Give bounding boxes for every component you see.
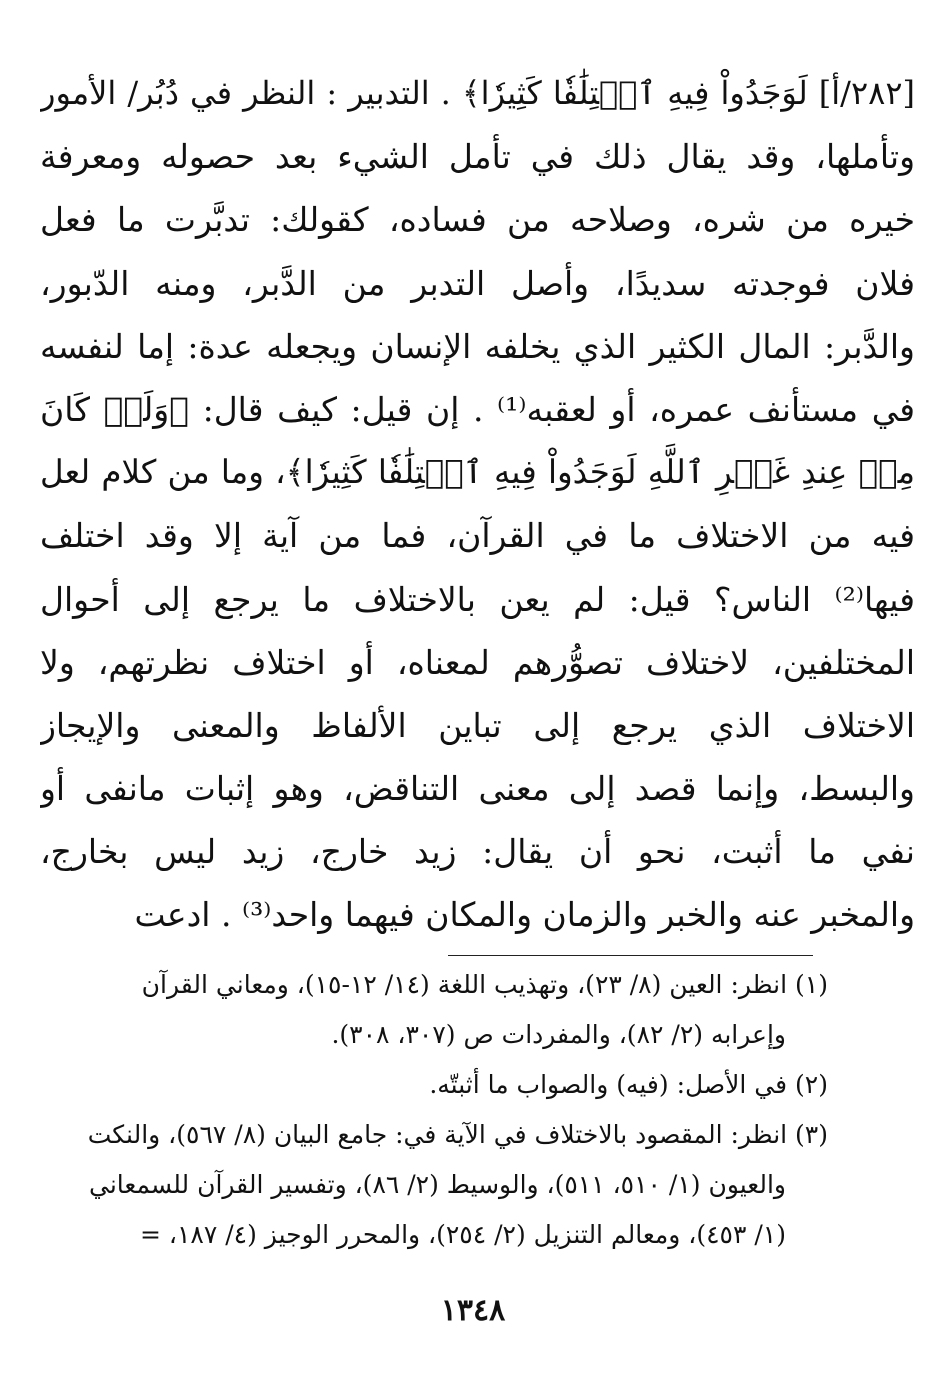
footnote-line: (١/ ٤٥٣)، ومعالم التنزيل (٢/ ٢٥٤)، والمحرر الوجيز (٤/ ١٨٧، = (140, 1220, 786, 1249)
text-line: في مستأنف عمره، أو لعقبه⁽¹⁾ . إن قيل: كيف قال: ﴿وَلَوۡ كَانَ (40, 389, 915, 429)
text-line: فلان فوجدته سديدًا، وأصل التدبر من الدَّبر، ومنه الدّبور، (40, 263, 915, 303)
footnote-line: وإعرابه (٢/ ٨٢)، والمفردات ص (٣٠٧، ٣٠٨). (331, 1020, 786, 1049)
page-number: ١٣٤٨ (440, 1293, 506, 1328)
footnotes (38, 960, 828, 1260)
text-line: الاختلاف الذي يرجع إلى تباين الألفاظ والمعنى والإيجاز (40, 705, 915, 745)
text-line: وتأملها، وقد يقال ذلك في تأمل الشيء بعد حصوله ومعرفة (40, 137, 915, 177)
footnote-line: (٣) انظر: المقصود بالاختلاف في الآية في: جامع البيان (٨/ ٥٦٧)، والنكت (87, 1120, 828, 1149)
text-line: نفي ما أثبت، نحو أن يقال: زيد خارج، زيد ليس بخارج، (40, 832, 915, 872)
text-line: والدَّبر: المال الكثير الذي يخلفه الإنسان ويجعله عدة: إما لنفسه (40, 326, 915, 366)
main-text (40, 62, 915, 947)
footnote-line: (٢) في الأصل: (فيه) والصواب ما أثبتّه. (429, 1070, 828, 1099)
text-line: المختلفين، لاختلاف تصوُّرهم لمعناه، أو اختلاف نظرتهم، ولا (40, 642, 915, 682)
footnote-line: (١) انظر: العين (٨/ ٢٣)، وتهذيب اللغة (١٤/ ١٢-١٥)، ومعاني القرآن (141, 970, 828, 999)
text-line: خيره من شره، وصلاحه من فساده، كقولك: تدبَّرت ما فعل (40, 200, 915, 240)
text-line: [٢٨٢/أ] لَوَجَدُواْ فِيهِ ٱخۡتِلَٰفٗا كَثِيرٗا﴾ . التدبير : النظر في دُبُر/ الأمور (40, 74, 915, 112)
text-line: فيه من الاختلاف ما في القرآن، فما من آية إلا وقد اختلف (40, 516, 915, 556)
footnote-separator (448, 955, 813, 956)
text-line: مِنۡ عِندِ غَيۡرِ ٱللَّهِ لَوَجَدُواْ فِيهِ ٱخۡتِلَٰفٗا كَثِيرٗا﴾، وما من كلام لعل (40, 453, 915, 492)
text-line: فيها⁽²⁾ الناس؟ قيل: لم يعن بالاختلاف ما يرجع إلى أحوال (40, 579, 915, 619)
text-line: والمخبر عنه والخبر والزمان والمكان فيهما واحد⁽³⁾ . ادعت (134, 895, 915, 935)
text-line: والبسط، وإنما قصد إلى معنى التناقض، وهو إثبات مانفى أو (40, 769, 915, 809)
footnote-line: والعيون (١/ ٥١٠، ٥١١)، والوسيط (٢/ ٨٦)، وتفسير القرآن للسمعاني (89, 1170, 786, 1199)
